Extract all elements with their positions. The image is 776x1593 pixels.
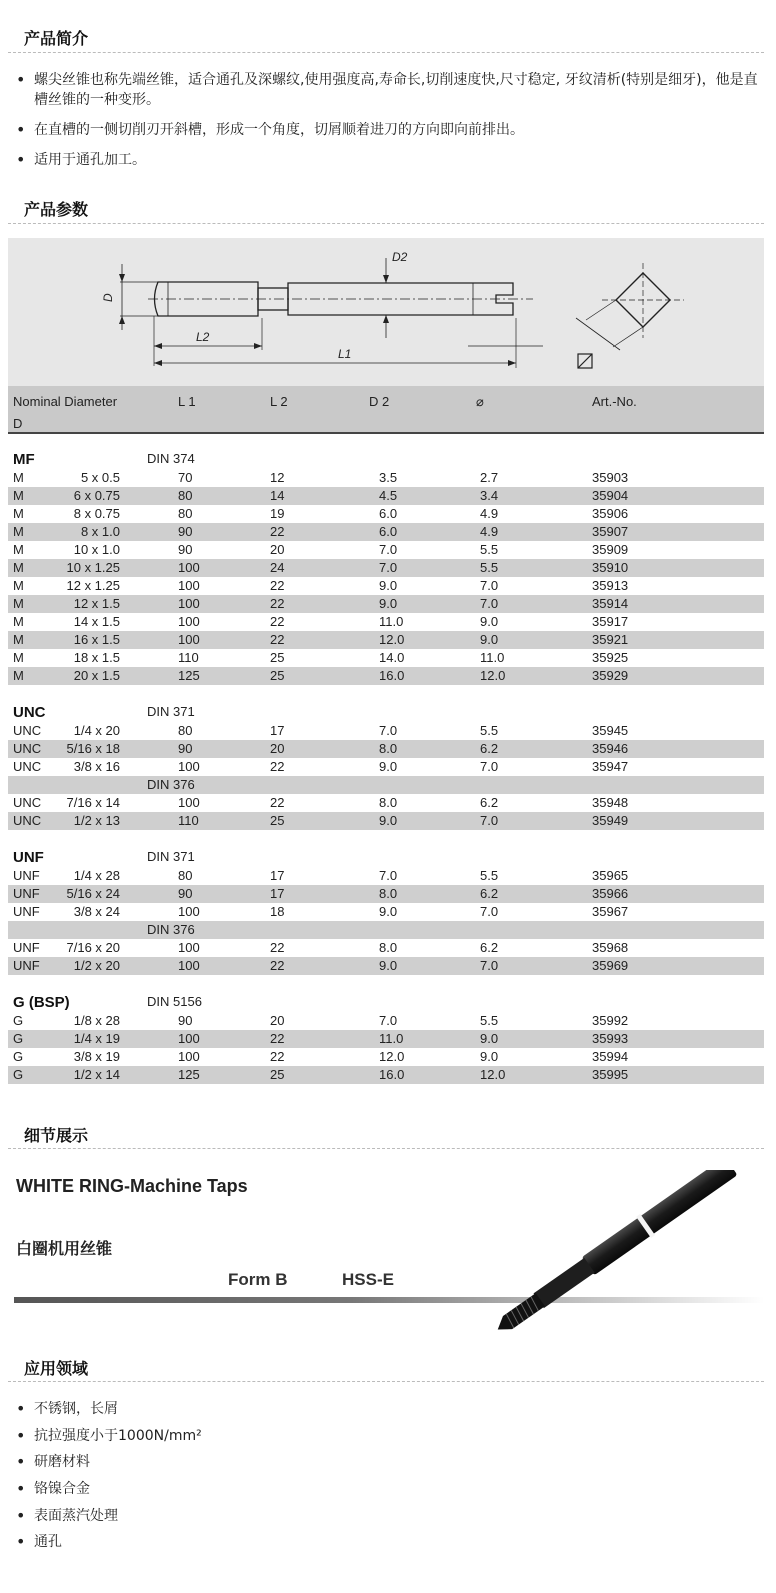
group-title: G (BSP) [13,994,70,1011]
cell-l1: 100 [178,759,200,774]
cell-square: 4.9 [480,524,499,539]
header-d2: D 2 [369,394,390,409]
cell-l1: 125 [178,668,200,683]
cell-l2: 17 [270,723,285,738]
cell-type: M [13,560,24,575]
banner-title: WHITE RING-Machine Taps [16,1176,248,1196]
cell-art-no: 35913 [592,578,629,593]
cell-l2: 22 [270,958,285,973]
group-header [8,702,764,722]
cell-square: 9.0 [480,632,499,647]
table-row [8,939,764,957]
group-header [8,847,764,867]
cell-l2: 25 [270,650,285,665]
cell-d2: 8.0 [379,886,398,901]
cell-type: M [13,506,24,521]
cell-l1: 100 [178,795,200,810]
cell-size: 18 x 1.5 [73,650,120,665]
cell-size: 1/2 x 14 [73,1067,120,1082]
table-row [8,631,764,649]
list-item: • 适用于通孔加工。 [14,150,764,170]
cell-square: 4.9 [480,506,499,521]
cell-size: 1/4 x 20 [73,723,120,738]
cell-l1: 80 [178,723,193,738]
cell-l1: 80 [178,506,193,521]
cell-d2: 9.0 [379,813,398,828]
cell-art-no: 35929 [592,668,629,683]
cell-size: 1/2 x 13 [73,813,120,828]
cell-d2: 14.0 [379,650,405,665]
cell-square: 7.0 [480,578,499,593]
cell-square: 9.0 [480,1031,499,1046]
cell-art-no: 35967 [592,904,629,919]
cell-square: 5.5 [480,723,499,738]
cell-size: 1/4 x 28 [73,868,120,883]
form-label: Form B [228,1270,288,1289]
list-item: • 不锈钢，长屑 [14,1398,764,1425]
cell-l2: 22 [270,1031,285,1046]
cell-size: 3/8 x 16 [73,759,120,774]
cell-d2: 8.0 [379,795,398,810]
cell-size: 16 x 1.5 [73,632,120,647]
cell-type: UNC [13,813,42,828]
cell-type: M [13,542,24,557]
cell-art-no: 35947 [592,759,629,774]
table-row [8,505,764,523]
cell-art-no: 35948 [592,795,629,810]
cell-l1: 90 [178,542,193,557]
cell-type: M [13,614,24,629]
divider [8,1148,764,1149]
cell-square: 6.2 [480,886,499,901]
label-d2: D2 [392,250,408,264]
cell-type: UNF [13,868,40,883]
cell-d2: 9.0 [379,578,398,593]
cell-square: 2.7 [480,470,499,485]
cell-type: M [13,632,24,647]
group-header [8,449,764,469]
header-l1: L 1 [178,394,196,409]
cell-square: 9.0 [480,614,499,629]
cell-l1: 100 [178,560,200,575]
cell-l2: 24 [270,560,285,575]
cell-square: 5.5 [480,868,499,883]
details-title: 细节展示 [24,1126,89,1145]
tap-image [463,1170,763,1330]
cell-size: 10 x 1.25 [66,560,120,575]
table-row [8,903,764,921]
cell-l1: 80 [178,868,193,883]
cell-d2: 11.0 [379,614,404,629]
cell-l2: 14 [270,488,285,503]
cell-d2: 7.0 [379,868,398,883]
cell-l1: 110 [178,813,199,828]
product-banner [8,1150,764,1330]
cell-l2: 22 [270,632,285,647]
spec-table [8,386,764,1084]
cell-art-no: 35909 [592,542,629,557]
cell-art-no: 35966 [592,886,629,901]
cell-l1: 100 [178,578,200,593]
cell-art-no: 35903 [592,470,629,485]
cell-type: M [13,470,24,485]
cell-l2: 18 [270,904,285,919]
cell-l2: 22 [270,795,285,810]
table-row [8,1048,764,1066]
cell-art-no: 35906 [592,506,629,521]
cell-l2: 20 [270,741,285,756]
cell-l2: 17 [270,886,285,901]
cell-l1: 70 [178,470,193,485]
header-nominal-d: D [13,416,23,431]
label-l2: L2 [196,330,210,344]
cell-l2: 20 [270,1013,285,1028]
cell-type: M [13,650,24,665]
cell-size: 10 x 1.0 [73,542,120,557]
cell-d2: 8.0 [379,741,398,756]
list-item: • 研磨材料 [14,1451,764,1478]
cell-size: 6 x 0.75 [73,488,120,503]
cell-l1: 100 [178,614,200,629]
cell-type: M [13,488,24,503]
cell-square: 7.0 [480,813,499,828]
label-d: D [101,293,115,302]
cell-d2: 11.0 [379,1031,404,1046]
table-row [8,559,764,577]
cell-d2: 7.0 [379,723,398,738]
cell-l2: 25 [270,813,285,828]
cell-size: 7/16 x 20 [66,940,120,955]
cell-l2: 22 [270,940,285,955]
table-row [8,1012,764,1030]
table-row [8,1066,764,1084]
cell-l2: 22 [270,578,285,593]
cell-type: UNC [13,741,42,756]
cell-square: 12.0 [480,668,506,683]
cell-l1: 100 [178,1031,200,1046]
cell-square: 5.5 [480,542,499,557]
group-title: MF [13,451,35,468]
cell-type: M [13,668,24,683]
list-item: • 铬镍合金 [14,1478,764,1505]
cell-l1: 80 [178,488,193,503]
divider [8,52,764,53]
tap-drawing [8,238,764,386]
cell-d2: 6.0 [379,506,398,521]
cell-l2: 22 [270,524,285,539]
cell-l2: 17 [270,868,285,883]
cell-art-no: 35993 [592,1031,629,1046]
cell-art-no: 35904 [592,488,629,503]
cell-d2: 16.0 [379,668,405,683]
cell-d2: 4.5 [379,488,398,503]
cell-size: 1/8 x 28 [73,1013,120,1028]
cell-l1: 90 [178,1013,193,1028]
header-l2: L 2 [270,394,288,409]
table-header [8,386,764,434]
list-item: • 螺尖丝锥也称先端丝锥，适合通孔及深螺纹,使用强度高,寿命长,切削速度快,尺寸稳定, 牙纹清析(特别是细牙)，他是直槽丝锥的一种变形。 [14,70,764,110]
cell-type: UNF [13,886,40,901]
cell-size: 14 x 1.5 [73,614,120,629]
cell-square: 11.0 [480,650,505,665]
group-header [8,992,764,1012]
cell-square: 7.0 [480,904,499,919]
cell-size: 3/8 x 24 [73,904,120,919]
cell-size: 8 x 1.0 [80,524,120,539]
din-label: DIN 5156 [147,994,202,1009]
din-label: DIN 374 [147,451,195,466]
table-row [8,577,764,595]
cell-art-no: 35910 [592,560,629,575]
cell-d2: 7.0 [379,542,398,557]
cell-art-no: 35994 [592,1049,629,1064]
cell-art-no: 35917 [592,614,629,629]
cell-d2: 9.0 [379,759,398,774]
cell-d2: 16.0 [379,1067,405,1082]
cell-square: 7.0 [480,759,499,774]
intro-list [14,70,764,180]
cell-l2: 25 [270,668,285,683]
list-item: • 在直槽的一侧切削刃开斜槽，形成一个角度，切屑顺着进刀的方向即向前排出。 [14,120,764,140]
cell-d2: 12.0 [379,632,405,647]
cell-l1: 90 [178,524,193,539]
cell-art-no: 35969 [592,958,629,973]
cell-size: 1/2 x 20 [73,958,120,973]
cell-art-no: 35995 [592,1067,629,1082]
list-item: • 通孔 [14,1531,764,1558]
cell-square: 7.0 [480,958,499,973]
cell-d2: 8.0 [379,940,398,955]
cell-l1: 100 [178,958,200,973]
cell-type: UNC [13,795,42,810]
cell-l2: 19 [270,506,285,521]
cell-l1: 90 [178,886,193,901]
cell-l1: 125 [178,1067,200,1082]
cell-l1: 100 [178,632,200,647]
cell-size: 12 x 1.5 [73,596,120,611]
cell-l1: 100 [178,596,200,611]
group-title: UNF [13,849,44,866]
cell-art-no: 35949 [592,813,629,828]
din-label: DIN 376 [147,777,195,792]
cell-l2: 12 [270,470,285,485]
list-item: • 抗拉强度小于1000N/mm² [14,1425,764,1452]
applications-title: 应用领域 [24,1359,89,1378]
table-row [8,740,764,758]
cell-size: 3/8 x 19 [73,1049,120,1064]
group-title: UNC [13,704,46,721]
cell-square: 6.2 [480,940,499,955]
cell-square: 6.2 [480,795,499,810]
cell-type: UNC [13,759,42,774]
tap-dimension-diagram [8,238,764,386]
cell-art-no: 35965 [592,868,629,883]
cell-size: 20 x 1.5 [73,668,120,683]
applications-list [14,1398,764,1558]
header-square: ⌀ [476,394,484,409]
table-body [8,434,764,1084]
table-row [8,722,764,740]
din-row [8,776,764,794]
table-row [8,523,764,541]
cell-l2: 22 [270,1049,285,1064]
cell-size: 1/4 x 19 [73,1031,120,1046]
banner-cn-title: 白圈机用丝锥 [16,1239,113,1258]
cell-d2: 9.0 [379,596,398,611]
label-l1: L1 [338,347,352,361]
table-row [8,487,764,505]
table-row [8,957,764,975]
cell-square: 7.0 [480,596,499,611]
cell-square: 12.0 [480,1067,506,1082]
cell-square: 5.5 [480,560,499,575]
cell-square: 9.0 [480,1049,499,1064]
cell-type: G [13,1031,24,1046]
table-row [8,667,764,685]
table-row [8,794,764,812]
cell-l2: 20 [270,542,285,557]
cell-art-no: 35907 [592,524,629,539]
cell-d2: 6.0 [379,524,398,539]
cell-d2: 3.5 [379,470,398,485]
din-label: DIN 371 [147,849,195,864]
cell-l2: 25 [270,1067,285,1082]
cell-type: G [13,1013,24,1028]
table-row [8,885,764,903]
cell-l1: 100 [178,1049,200,1064]
din-label: DIN 376 [147,922,195,937]
cell-l1: 90 [178,741,193,756]
cell-art-no: 35992 [592,1013,629,1028]
cell-type: M [13,578,24,593]
cell-d2: 7.0 [379,560,398,575]
header-nominal: Nominal Diameter [13,394,118,409]
header-art: Art.-No. [592,394,637,409]
params-title: 产品参数 [24,200,89,219]
cell-l1: 110 [178,650,199,665]
cell-l1: 100 [178,940,200,955]
cell-l2: 22 [270,596,285,611]
cell-type: UNC [13,723,42,738]
cell-type: M [13,524,24,539]
table-row [8,541,764,559]
material-label: HSS-E [342,1270,394,1289]
cell-size: 8 x 0.75 [73,506,120,521]
cell-l1: 100 [178,904,200,919]
cell-type: G [13,1049,24,1064]
cell-d2: 9.0 [379,958,398,973]
table-row [8,1030,764,1048]
table-row [8,469,764,487]
cell-type: UNF [13,958,40,973]
cell-square: 6.2 [480,741,499,756]
cell-art-no: 35914 [592,596,629,611]
din-row [8,921,764,939]
cell-type: UNF [13,940,40,955]
cell-l2: 22 [270,614,285,629]
cell-size: 7/16 x 14 [66,795,120,810]
cell-l2: 22 [270,759,285,774]
cell-art-no: 35921 [592,632,629,647]
table-row [8,649,764,667]
table-row [8,595,764,613]
table-row [8,812,764,830]
cell-d2: 7.0 [379,1013,398,1028]
divider [8,223,764,224]
intro-title: 产品简介 [24,29,89,48]
cell-size: 5/16 x 24 [66,886,120,901]
table-row [8,867,764,885]
list-item: • 表面蒸汽处理 [14,1505,764,1532]
cell-type: UNF [13,904,40,919]
cell-size: 12 x 1.25 [66,578,120,593]
cell-art-no: 35946 [592,741,629,756]
cell-size: 5/16 x 18 [66,741,120,756]
cell-d2: 12.0 [379,1049,405,1064]
cell-type: M [13,596,24,611]
cell-type: G [13,1067,24,1082]
cell-square: 3.4 [480,488,499,503]
cell-square: 5.5 [480,1013,499,1028]
table-row [8,758,764,776]
din-label: DIN 371 [147,704,195,719]
cell-art-no: 35945 [592,723,629,738]
cell-art-no: 35968 [592,940,629,955]
cell-art-no: 35925 [592,650,629,665]
table-row [8,613,764,631]
divider [8,1381,764,1382]
cell-size: 5 x 0.5 [80,470,120,485]
cell-d2: 9.0 [379,904,398,919]
